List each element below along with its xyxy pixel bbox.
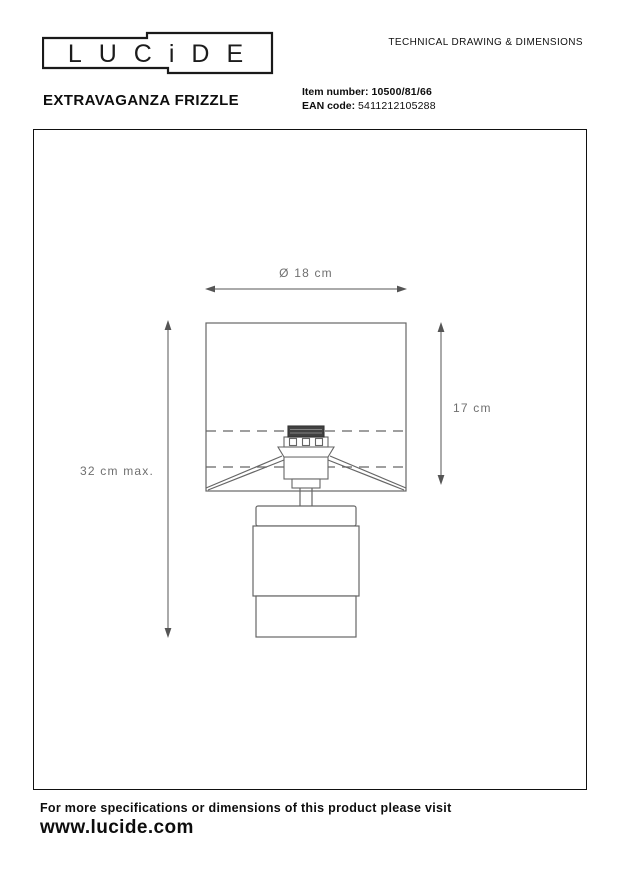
lamp-base [253,506,359,637]
product-codes [302,85,436,113]
arrowhead-down-icon [165,628,172,638]
arrowhead-up-icon [165,320,172,330]
ean-code-row [302,99,436,113]
terminal-screw [303,439,310,446]
ean-code-value: 5411212105288 [358,100,436,112]
item-number-row [302,85,436,99]
footer-note: For more specifications or dimensions of this product please visit [40,801,452,815]
ean-code-label: EAN code: [302,100,356,112]
dimension-total-height [165,320,172,638]
terminal-screw [290,439,297,446]
lamp-socket [278,426,334,488]
base-top-cap [256,506,356,526]
technical-drawing-frame [33,129,587,790]
item-number-value: 10500/81/66 [371,86,433,98]
arrowhead-up-icon [438,322,445,332]
document-type-title: TECHNICAL DRAWING & DIMENSIONS [388,37,583,48]
socket-neck [292,479,320,488]
lamp-technical-drawing [34,130,586,789]
logo-wordmark: LUCiDE [67,40,261,68]
arrowhead-down-icon [438,475,445,485]
arrowhead-right-icon [397,286,407,293]
lucide-logo [42,31,274,77]
product-name: EXTRAVAGANZA FRIZZLE [43,92,240,109]
total-height-label: 32 cm max. [79,464,154,478]
lucide-logo-graphic [42,31,274,77]
base-bottom-section [256,596,356,637]
dimension-shade-diameter [205,286,407,293]
footer-website-link[interactable]: www.lucide.com [40,817,194,838]
item-number-label: Item number: [302,86,369,98]
socket-flange [278,447,334,457]
dimension-shade-height [438,322,445,485]
base-middle-section [253,526,359,596]
shade-height-label: 17 cm [453,401,492,415]
socket-thread-cap [288,426,324,437]
terminal-screw [316,439,323,446]
arrowhead-left-icon [205,286,215,293]
shade-diameter-label: Ø 18 cm [279,266,333,280]
socket-body [284,457,328,479]
